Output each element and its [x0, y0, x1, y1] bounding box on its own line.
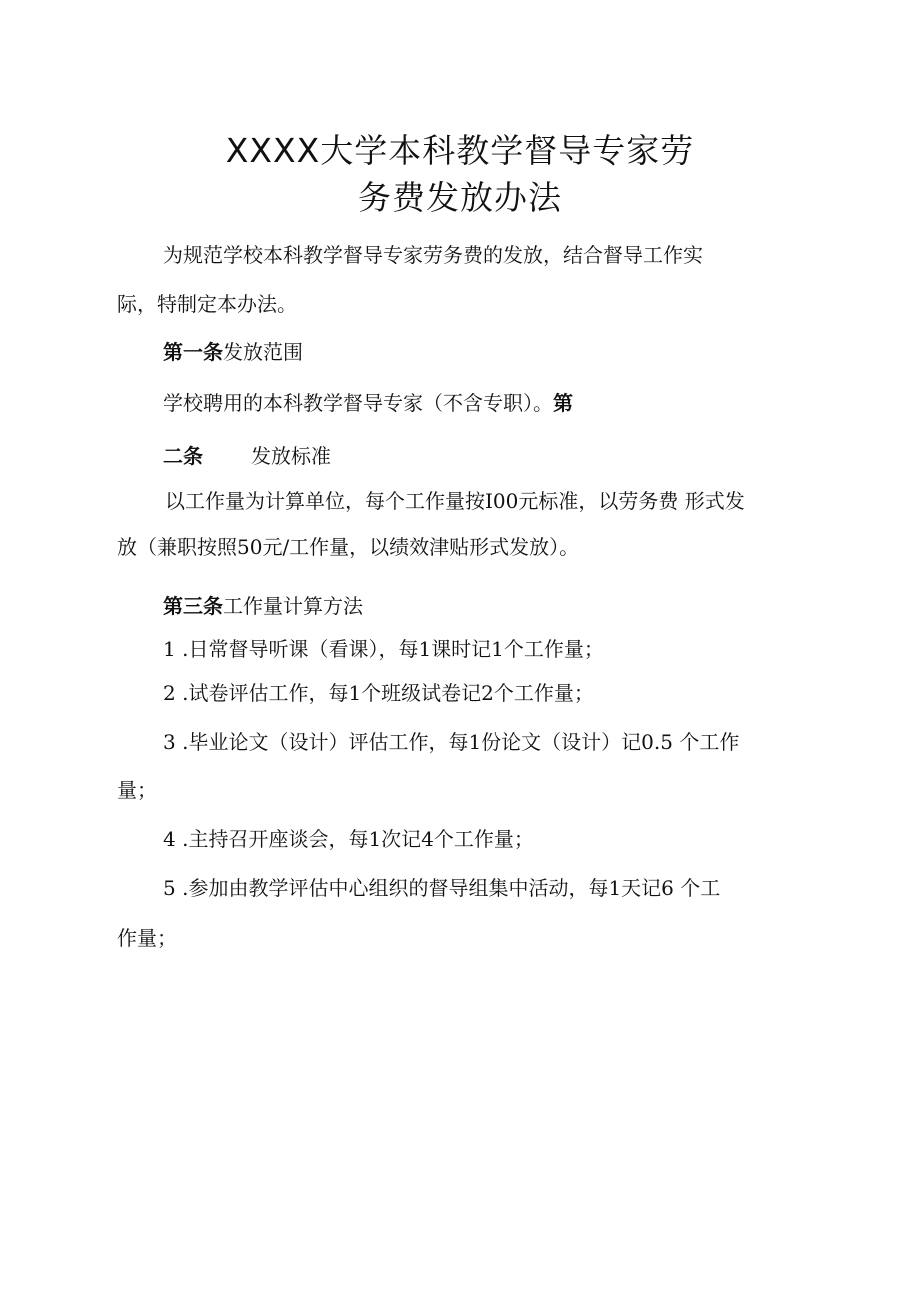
intro-line-1: 为规范学校本科教学督导专家劳务费的发放，结合督导工作实	[163, 243, 703, 267]
article-3-number: 第三条	[163, 594, 223, 618]
article-3-heading-row	[163, 593, 363, 619]
list-item-3-line-2: 量；	[117, 778, 157, 802]
list-item-2: 2 .试卷评估工作，每1个班级试卷记2个工作量；	[163, 681, 594, 705]
list-item-4: 4 .主持召开座谈会，每1次记4个工作量；	[163, 827, 534, 851]
article-1-number: 第一条	[163, 340, 223, 364]
article-2-heading-row	[163, 443, 331, 469]
document-title-line-2: 务费发放办法	[358, 178, 562, 217]
list-item-5-line-1: 5 .参加由教学评估中心组织的督导组集中活动，每1天记6 个工	[163, 876, 721, 900]
article-1-body: 学校聘用的本科教学督导专家（不含专职）。	[163, 391, 553, 415]
article-2-title: 发放标准	[251, 444, 331, 468]
article-1-body-row	[163, 390, 573, 416]
article-2-number-prefix: 第	[553, 391, 573, 415]
list-item-5-line-2: 作量；	[117, 926, 177, 950]
article-2-body-line-2: 放（兼职按照50元/工作量，以绩效津贴形式发放）。	[117, 535, 580, 559]
article-3-title: 工作量计算方法	[223, 594, 363, 618]
article-1-heading-row	[163, 339, 303, 365]
document-title-line-1: XXXX大学本科教学督导专家劳	[225, 131, 695, 170]
list-item-3-line-1: 3 .毕业论文（设计）评估工作，每1份论文（设计）记0.5 个工作	[163, 730, 740, 754]
article-2-body-line-1: 以工作量为计算单位，每个工作量按I00元标准，以劳务费 形式发	[165, 489, 745, 513]
article-1-title: 发放范围	[223, 340, 303, 364]
intro-line-2: 际，特制定本办法。	[117, 292, 297, 316]
list-item-1: 1 .日常督导听课（看课），每1课时记1个工作量；	[163, 637, 604, 661]
article-2-number: 二条	[163, 444, 203, 468]
